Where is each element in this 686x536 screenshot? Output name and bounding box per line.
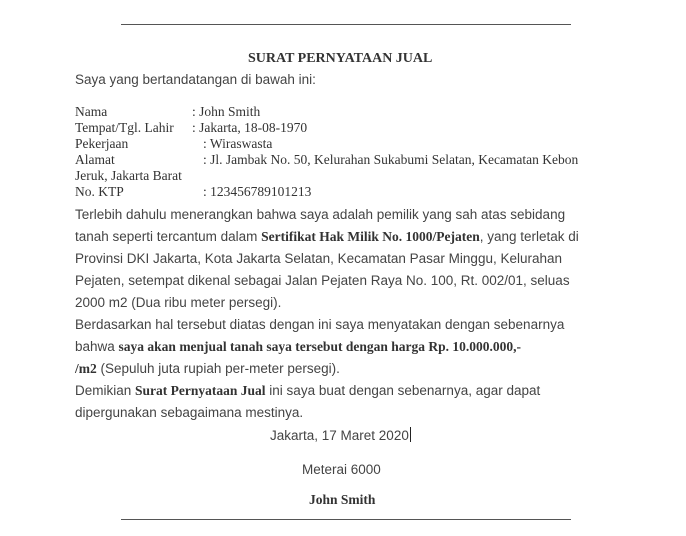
alamat-continuation: Jeruk, Jakarta Barat xyxy=(75,168,182,183)
para2-line3 xyxy=(75,361,340,377)
place-date xyxy=(270,427,411,443)
ktp-value: : 123456789101213 xyxy=(203,184,312,199)
para1-line4: Pejaten, setempat dikenal sebagai Jalan Pejaten Raya No. 100, Rt. 002/01, seluas xyxy=(75,273,570,288)
para1-line1: Terlebih dahulu menerangkan bahwa saya adalah pemilik yang sah atas sebidang xyxy=(75,207,566,222)
nama-label: Nama xyxy=(75,104,108,119)
top-rule xyxy=(121,24,571,25)
bottom-rule xyxy=(121,519,571,520)
para1-line2-c: , yang terletak di xyxy=(479,229,579,244)
para2-line2 xyxy=(75,339,521,355)
meterai-label: Meterai 6000 xyxy=(302,462,381,477)
certificate-reference: Sertifikat Hak Milik No. 1000/Pejaten xyxy=(261,229,480,244)
para1-line3: Provinsi DKI Jakarta, Kota Jakarta Selatan, Kecamatan Pasar Minggu, Kelurahan xyxy=(75,251,563,266)
sale-statement: saya akan menjual tanah saya tersebut dengan harga Rp. 10.000.000,- xyxy=(118,339,521,354)
nama-value: : John Smith xyxy=(192,104,261,119)
price-unit: /m2 xyxy=(75,361,97,376)
para1-line2 xyxy=(75,229,579,245)
para2-line1: Berdasarkan hal tersebut diatas dengan ini saya menyatakan dengan sebenarnya xyxy=(75,317,565,332)
ttl-value: : Jakarta, 18-08-1970 xyxy=(192,120,308,135)
text-cursor xyxy=(410,427,412,442)
para3-line1-c: ini saya buat dengan sebenarnya, agar dapat xyxy=(265,383,541,398)
para3-line2: dipergunakan sebagaimana mestinya. xyxy=(75,405,304,420)
para2-line3-b: (Sepuluh juta rupiah per-meter persegi). xyxy=(96,361,340,376)
document-title: SURAT PERNYATAAN JUAL xyxy=(248,51,433,66)
opening-line: Saya yang bertandatangan di bawah ini: xyxy=(75,72,316,87)
pekerjaan-value: : Wiraswasta xyxy=(203,136,273,151)
para3-line1-a: Demikian xyxy=(75,383,136,398)
place-date-text: Jakarta, 17 Maret 2020 xyxy=(270,428,409,443)
para3-line1 xyxy=(75,383,540,399)
alamat-label: Alamat xyxy=(75,152,115,167)
alamat-value: : Jl. Jambak No. 50, Kelurahan Sukabumi Selatan, Kecamatan Kebon xyxy=(203,152,579,167)
para1-line2-a: tanah seperti tercantum dalam xyxy=(75,229,262,244)
ktp-label: No. KTP xyxy=(75,184,124,199)
document-name-reference: Surat Pernyataan Jual xyxy=(135,383,266,398)
ttl-label: Tempat/Tgl. Lahir xyxy=(75,120,174,135)
para2-line2-a: bahwa xyxy=(75,339,119,354)
pekerjaan-label: Pekerjaan xyxy=(75,136,129,151)
para1-line5: 2000 m2 (Dua ribu meter persegi). xyxy=(75,295,282,310)
signature-name: John Smith xyxy=(309,492,376,507)
